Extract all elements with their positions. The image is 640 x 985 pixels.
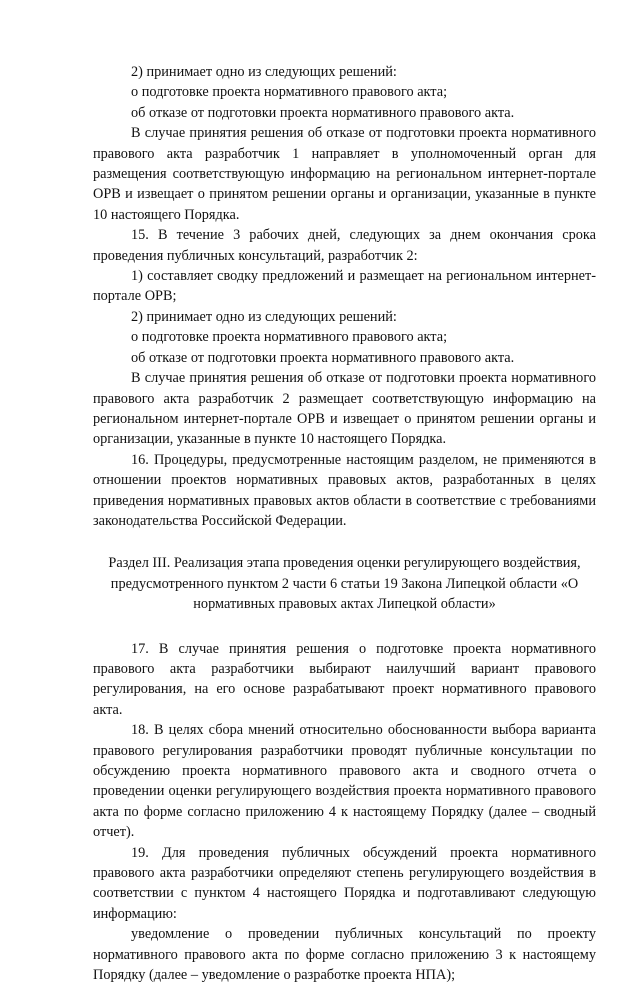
paragraph: 19. Для проведения публичных обсуждений проекта нормативного правового акта разработчики определяют степень регулирующего воздействия в соответствии с пунктом 4 настоящего Порядка и подготавливают следующую информацию: (93, 844, 596, 922)
section-title: Раздел III. Реализация этапа проведения оценки регулирующего воздействия, предусмотренного пунктом 2 части 6 статьи 19 Закона Липецкой области «О нормативных правовых актах Липецкой области» (108, 555, 581, 613)
paragraph: 16. Процедуры, предусмотренные настоящим разделом, не применяются в отношении проектов нормативных правовых актов, разработанных в целях приведения нормативных правовых актов области в соответствие с требованиями законодательства Российской Федерации. (93, 451, 596, 529)
paragraph: В случае принятия решения об отказе от подготовки проекта нормативного правового акта разработчик 1 направляет в уполномоченный орган для размещения соответствующую информацию на региональном интернет-портале ОРВ и извещает о принятом решении органы и организации, указанные в пункте 10 настоящего Порядка. (93, 125, 596, 223)
paragraph: 17. В случае принятия решения о подготовке проекта нормативного правового акта разработчики выбирают наилучший вариант правового регулирования, на его основе разрабатывают проект нормативного правового акта. (93, 640, 596, 718)
paragraph: о подготовке проекта нормативного правового акта; (131, 84, 448, 101)
paragraph: об отказе от подготовки проекта нормативного правового акта. (131, 104, 515, 121)
paragraph: о подготовке проекта нормативного правового акта; (131, 329, 448, 346)
paragraph: 2) принимает одно из следующих решений: (131, 64, 397, 80)
spacer (93, 531, 596, 553)
paragraph: 1) составляет сводку предложений и размещает на региональном интернет-портале ОРВ; (93, 268, 596, 305)
paragraph: 18. В целях сбора мнений относительно обоснованности выбора варианта правового регулирования разработчики проводят публичные консультации по обсуждению проекта нормативного правового акта и сводного отчета о проведении оценки регулирующего воздействия проекта нормативного правового акта по форме согласно приложению 4 к настоящему Порядку (далее – сводный отчет). (93, 722, 596, 841)
paragraph: В случае принятия решения об отказе от подготовки проекта нормативного правового акта разработчик 2 размещает соответствующую информацию на региональном интернет-портале ОРВ и извещает о принятом решении органы и организации, указанные в пункте 10 настоящего Порядка. (93, 370, 596, 448)
paragraph: об отказе от подготовки проекта нормативного правового акта. (131, 349, 515, 366)
spacer (93, 615, 596, 639)
paragraph: 15. В течение 3 рабочих дней, следующих за днем окончания срока проведения публичных консультаций, разработчик 2: (93, 227, 596, 264)
document-body (93, 62, 596, 985)
paragraph: 2) принимает одно из следующих решений: (131, 308, 397, 325)
paragraph: уведомление о проведении публичных консультаций по проекту нормативного правового акта по форме согласно приложению 3 к настоящему Порядку (далее – уведомление о разработке проекта НПА); (93, 926, 596, 984)
